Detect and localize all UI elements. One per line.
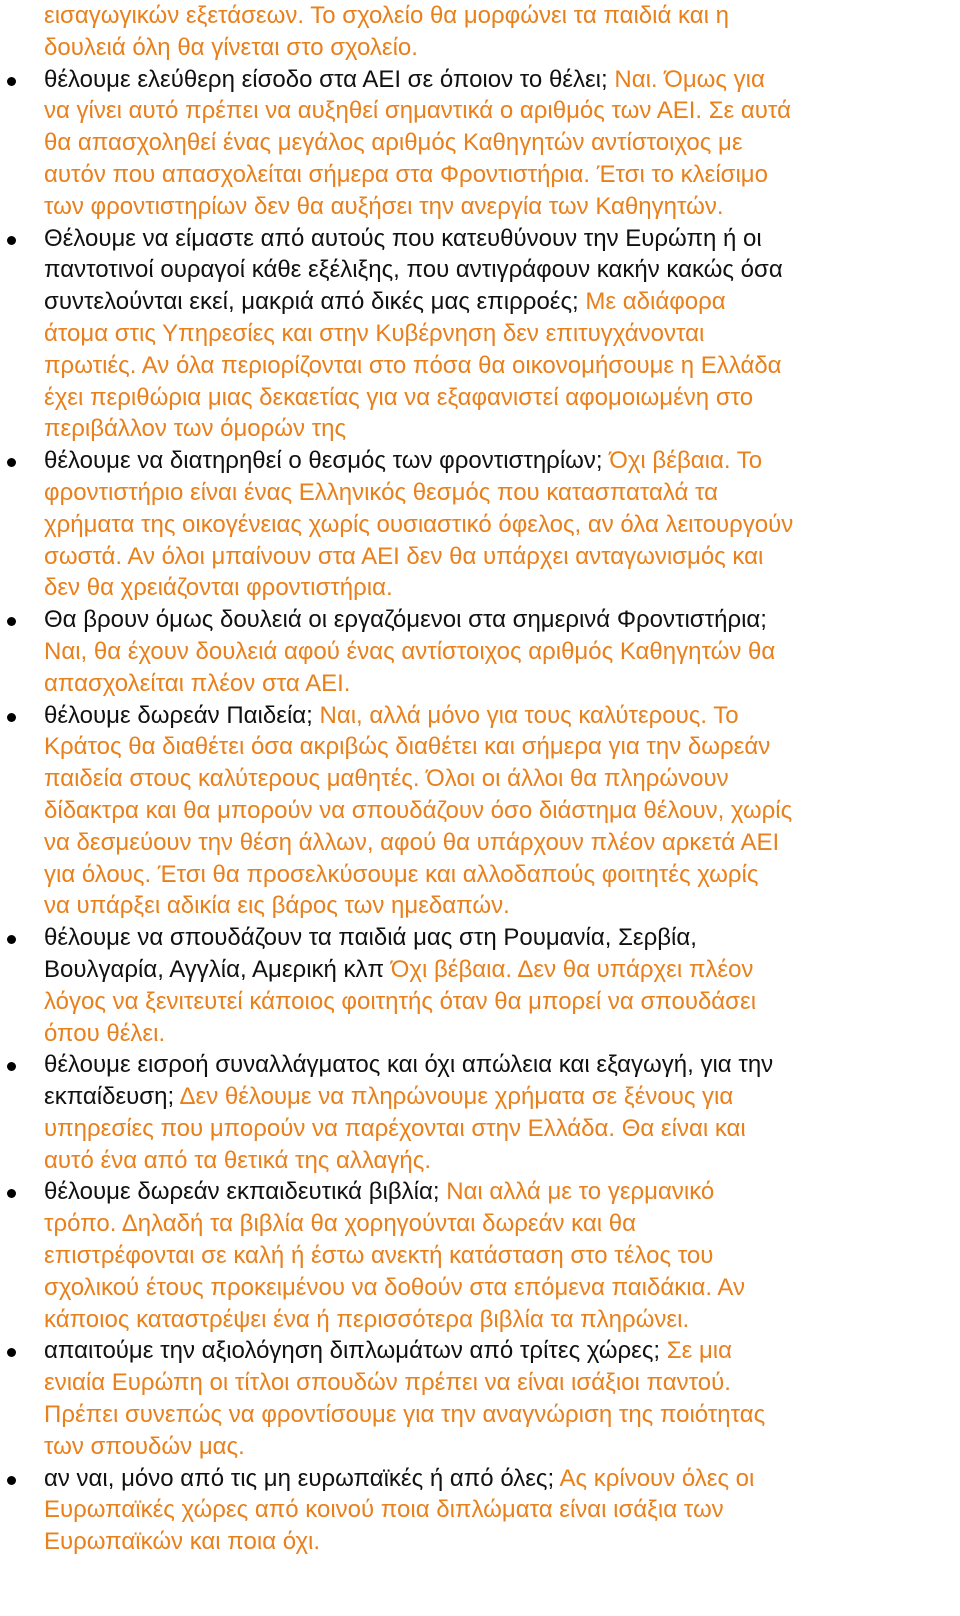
answer-text: σχολικού έτους προκειμένου να δοθούν στα επόμενα παιδάκια. Αν xyxy=(44,1273,746,1301)
question-text: εκπαίδευση; xyxy=(44,1083,180,1111)
answer-text: πρωτιές. Αν όλα περιορίζονται στο πόσα θα οικονομήσουμε η Ελλάδα xyxy=(44,351,782,379)
text-line xyxy=(0,572,960,604)
text-line xyxy=(0,954,960,986)
text-line xyxy=(0,1145,960,1177)
bullet-line xyxy=(0,445,960,477)
line-text xyxy=(44,509,793,541)
bullet-icon xyxy=(7,935,16,944)
answer-text: Με αδιάφορα xyxy=(585,288,726,316)
bullet-icon xyxy=(7,713,16,722)
bullet-icon xyxy=(7,617,16,626)
answer-text: άτομα στις Υπηρεσίες και στην Κυβέρνηση δεν επιτυγχάνονται xyxy=(44,319,705,347)
text-line xyxy=(0,254,960,286)
question-text: παντοτινοί ουραγοί κάθε εξέλιξης, που αντιγράφουν κακήν κακώς όσα xyxy=(44,256,783,284)
answer-text: επιστρέφονται σε καλή ή έστω ανεκτή κατάσταση στο τέλος του xyxy=(44,1242,714,1270)
text-line xyxy=(0,382,960,414)
line-text xyxy=(44,1463,754,1495)
text-line xyxy=(0,95,960,127)
answer-text: θα απασχοληθεί ένας μεγάλος αριθμός Καθηγητών αντίστοιχος με xyxy=(44,129,743,157)
answer-text: Πρέπει συνεπώς να φροντίσουμε για την αναγνώριση της ποιότητας xyxy=(44,1401,766,1429)
line-text xyxy=(44,286,726,318)
answer-text: δεν θα χρειάζονται φροντιστήρια. xyxy=(44,574,393,602)
line-text xyxy=(44,382,753,414)
text-line xyxy=(0,763,960,795)
line-text xyxy=(44,127,743,159)
line-text xyxy=(44,1399,765,1431)
line-text xyxy=(44,890,510,922)
question-text: θέλουμε εισροή συναλλάγματος και όχι απώλεια και εξαγωγή, για την xyxy=(44,1051,774,1079)
line-text xyxy=(44,859,758,891)
bullet-line xyxy=(0,922,960,954)
line-text xyxy=(44,1081,733,1113)
bullet-icon xyxy=(7,1348,16,1357)
question-text: θέλουμε ελεύθερη είσοδο στα ΑΕΙ σε όποιον το θέλει; xyxy=(44,65,615,93)
question-text: Θα βρουν όμως δουλειά οι εργαζόμενοι στα σημερινά Φροντιστήρια; xyxy=(44,606,767,634)
answer-text: Ναι, θα έχουν δουλειά αφού ένας αντίστοιχος αριθμός Καθηγητών θα xyxy=(44,637,776,665)
text-line xyxy=(0,636,960,668)
line-text xyxy=(44,159,768,191)
bullet-icon xyxy=(7,236,16,245)
line-text xyxy=(44,445,762,477)
text-line xyxy=(0,795,960,827)
line-text xyxy=(44,827,779,859)
bullet-line xyxy=(0,604,960,636)
bullet-line xyxy=(0,223,960,255)
line-text xyxy=(44,318,704,350)
line-text xyxy=(44,1113,746,1145)
answer-text: να υπάρξει αδικία εις βάρος των ημεδαπών. xyxy=(44,892,510,920)
answer-text: αυτόν που απασχολείται σήμερα στα Φροντιστήρια. Έτσι το κλείσιμο xyxy=(44,160,768,188)
question-text: θέλουμε να διατηρηθεί ο θεσμός των φροντιστηρίων; xyxy=(44,447,610,475)
bullet-line xyxy=(0,1335,960,1367)
line-text xyxy=(44,350,782,382)
line-text xyxy=(44,1145,431,1177)
text-line xyxy=(0,159,960,191)
text-line xyxy=(0,477,960,509)
line-text xyxy=(44,1176,714,1208)
text-line xyxy=(0,1081,960,1113)
bullet-icon xyxy=(7,1189,16,1198)
answer-text: απασχολείται πλέον στα ΑΕΙ. xyxy=(44,669,351,697)
answer-text: τρόπο. Δηλαδή τα βιβλία θα χορηγούνται δωρεάν και θα xyxy=(44,1210,636,1238)
line-text xyxy=(44,922,697,954)
line-text xyxy=(44,254,783,286)
bullet-line xyxy=(0,64,960,96)
line-text xyxy=(44,763,729,795)
answer-text: δίδακτρα και θα μπορούν να σπουδάζουν όσο διάστημα θέλουν, χωρίς xyxy=(44,796,793,824)
text-line xyxy=(0,1399,960,1431)
answer-text: για όλους. Έτσι θα προσελκύσουμε και αλλοδαπούς φοιτητές χωρίς xyxy=(44,860,759,888)
line-text xyxy=(44,572,393,604)
line-text xyxy=(44,700,739,732)
line-text xyxy=(44,191,724,223)
line-text xyxy=(44,954,753,986)
text-line xyxy=(0,1113,960,1145)
line-text xyxy=(44,795,792,827)
answer-text: Όχι βέβαια. Δεν θα υπάρχει πλέον xyxy=(390,955,754,983)
line-text xyxy=(44,668,350,700)
question-text: θέλουμε δωρεάν εκπαιδευτικά βιβλία; xyxy=(44,1178,447,1206)
answer-text: Δεν θέλουμε να πληρώνουμε χρήματα σε ξένους για xyxy=(179,1083,734,1111)
text-line xyxy=(0,1272,960,1304)
line-text xyxy=(44,986,756,1018)
line-text xyxy=(44,477,718,509)
answer-text: περιβάλλον των όμορών της xyxy=(44,415,347,443)
line-text xyxy=(44,223,762,255)
question-text: θέλουμε να σπουδάζουν τα παιδιά μας στη Ρουμανία, Σερβία, xyxy=(44,924,697,952)
answer-text: έχει περιθώρια μιας δεκαετίας για να εξαφανιστεί αφομοιωμένη στο xyxy=(44,383,754,411)
answer-text: των φροντιστηρίων δεν θα αυξήσει την ανεργία των Καθηγητών. xyxy=(44,192,724,220)
answer-text: παιδεία στους καλύτερους μαθητές. Όλοι οι άλλοι θα πληρώνουν xyxy=(44,765,729,793)
answer-text: Ευρωπαϊκών και ποια όχι. xyxy=(44,1528,321,1556)
text-line xyxy=(0,859,960,891)
answer-text: δουλειά όλη θα γίνεται στο σχολείο. xyxy=(44,33,418,61)
text-line xyxy=(0,827,960,859)
answer-text: να δεσμεύουν την θέση άλλων, αφού θα υπάρχουν πλέον αρκετά ΑΕΙ xyxy=(44,828,780,856)
text-line xyxy=(0,1367,960,1399)
line-text xyxy=(44,1240,713,1272)
answer-text: Ναι αλλά με το γερμανικό xyxy=(446,1178,715,1206)
text-line xyxy=(0,0,960,32)
answer-text: Ας κρίνουν όλες οι xyxy=(559,1464,755,1492)
text-line xyxy=(0,127,960,159)
line-text xyxy=(44,1335,732,1367)
text-line xyxy=(0,668,960,700)
line-text xyxy=(44,32,418,64)
answer-text: Σε μια xyxy=(666,1337,733,1365)
text-line xyxy=(0,32,960,64)
text-line xyxy=(0,1494,960,1526)
line-text xyxy=(44,604,767,636)
question-text: συντελούνται εκεί, μακριά από δικές μας επιρροές; xyxy=(44,288,586,316)
line-text xyxy=(44,731,770,763)
text-line xyxy=(0,1304,960,1336)
answer-text: των σπουδών μας. xyxy=(44,1432,245,1460)
line-text xyxy=(44,1431,245,1463)
line-text xyxy=(44,413,346,445)
answer-text: λόγος να ξενιτευτεί κάποιος φοιτητής όταν θα μπορεί να σπουδάσει xyxy=(44,987,757,1015)
bullet-icon xyxy=(7,1476,16,1485)
bullet-line xyxy=(0,700,960,732)
answer-text: Ναι, αλλά μόνο για τους καλύτερους. Το xyxy=(319,701,739,729)
answer-text: Όχι βέβαια. Το xyxy=(609,447,763,475)
text-line xyxy=(0,541,960,573)
answer-text: κάποιος καταστρέψει ένα ή περισσότερα βιβλία τα πληρώνει. xyxy=(44,1305,690,1333)
line-text xyxy=(44,1018,165,1050)
line-text xyxy=(44,1208,636,1240)
line-text xyxy=(44,0,729,32)
line-text xyxy=(44,1272,745,1304)
bullet-line xyxy=(0,1176,960,1208)
answer-text: σωστά. Αν όλοι μπαίνουν στα ΑΕΙ δεν θα υπάρχει ανταγωνισμός και xyxy=(44,542,764,570)
bullet-icon xyxy=(7,1062,16,1071)
text-line xyxy=(0,509,960,541)
line-text xyxy=(44,1494,724,1526)
text-line xyxy=(0,318,960,350)
text-line xyxy=(0,1208,960,1240)
text-line xyxy=(0,986,960,1018)
answer-text: εισαγωγικών εξετάσεων. Το σχολείο θα μορφώνει τα παιδιά και η xyxy=(44,2,729,29)
answer-text: να γίνει αυτό πρέπει να αυξηθεί σημαντικά ο αριθμός των ΑΕΙ. Σε αυτά xyxy=(44,97,791,125)
line-text xyxy=(44,1049,773,1081)
text-line xyxy=(0,191,960,223)
answer-text: αυτό ένα από τα θετικά της αλλαγής. xyxy=(44,1146,432,1174)
text-line xyxy=(0,413,960,445)
text-line xyxy=(0,350,960,382)
line-text xyxy=(44,1526,320,1558)
answer-text: χρήματα της οικογένειας χωρίς ουσιαστικό όφελος, αν όλα λειτουργούν xyxy=(44,510,794,538)
question-text: θέλουμε δωρεάν Παιδεία; xyxy=(44,701,320,729)
text-line xyxy=(0,731,960,763)
bullet-icon xyxy=(7,77,16,86)
line-text xyxy=(44,64,765,96)
answer-text: ενιαία Ευρώπη οι τίτλοι σπουδών πρέπει να είναι ισάξιοι παντού. xyxy=(44,1369,731,1397)
text-line xyxy=(0,890,960,922)
question-text: Βουλγαρία, Αγγλία, Αμερική κλπ xyxy=(44,955,391,983)
bullet-icon xyxy=(7,458,16,467)
question-text: αν ναι, μόνο από τις μη ευρωπαϊκές ή από όλες; xyxy=(44,1464,560,1492)
bullet-line xyxy=(0,1463,960,1495)
text-line xyxy=(0,1240,960,1272)
answer-text: Ναι. Όμως για xyxy=(614,65,765,93)
question-text: Θέλουμε να είμαστε από αυτούς που κατευθύνουν την Ευρώπη ή οι xyxy=(44,224,762,252)
text-line xyxy=(0,1526,960,1558)
answer-text: φροντιστήριο είναι ένας Ελληνικός θεσμός που κατασπαταλά τα xyxy=(44,478,719,506)
question-text: απαιτούμε την αξιολόγηση διπλωμάτων από τρίτες χώρες; xyxy=(44,1337,667,1365)
line-text xyxy=(44,1304,689,1336)
answer-text: Ευρωπαϊκές χώρες από κοινού ποια διπλώματα είναι ισάξια των xyxy=(44,1496,724,1524)
answer-text: Κράτος θα διαθέτει όσα ακριβώς διαθέτει και σήμερα για την δωρεάν xyxy=(44,733,771,761)
line-text xyxy=(44,636,775,668)
answer-text: όπου θέλει. xyxy=(44,1019,166,1047)
text-line xyxy=(0,1431,960,1463)
line-text xyxy=(44,541,763,573)
line-text xyxy=(44,95,791,127)
bullet-line xyxy=(0,1049,960,1081)
text-line xyxy=(0,1018,960,1050)
text-line xyxy=(0,286,960,318)
line-text xyxy=(44,1367,731,1399)
answer-text: υπηρεσίες που μπορούν να παρέχονται στην Ελλάδα. Θα είναι και xyxy=(44,1114,746,1142)
